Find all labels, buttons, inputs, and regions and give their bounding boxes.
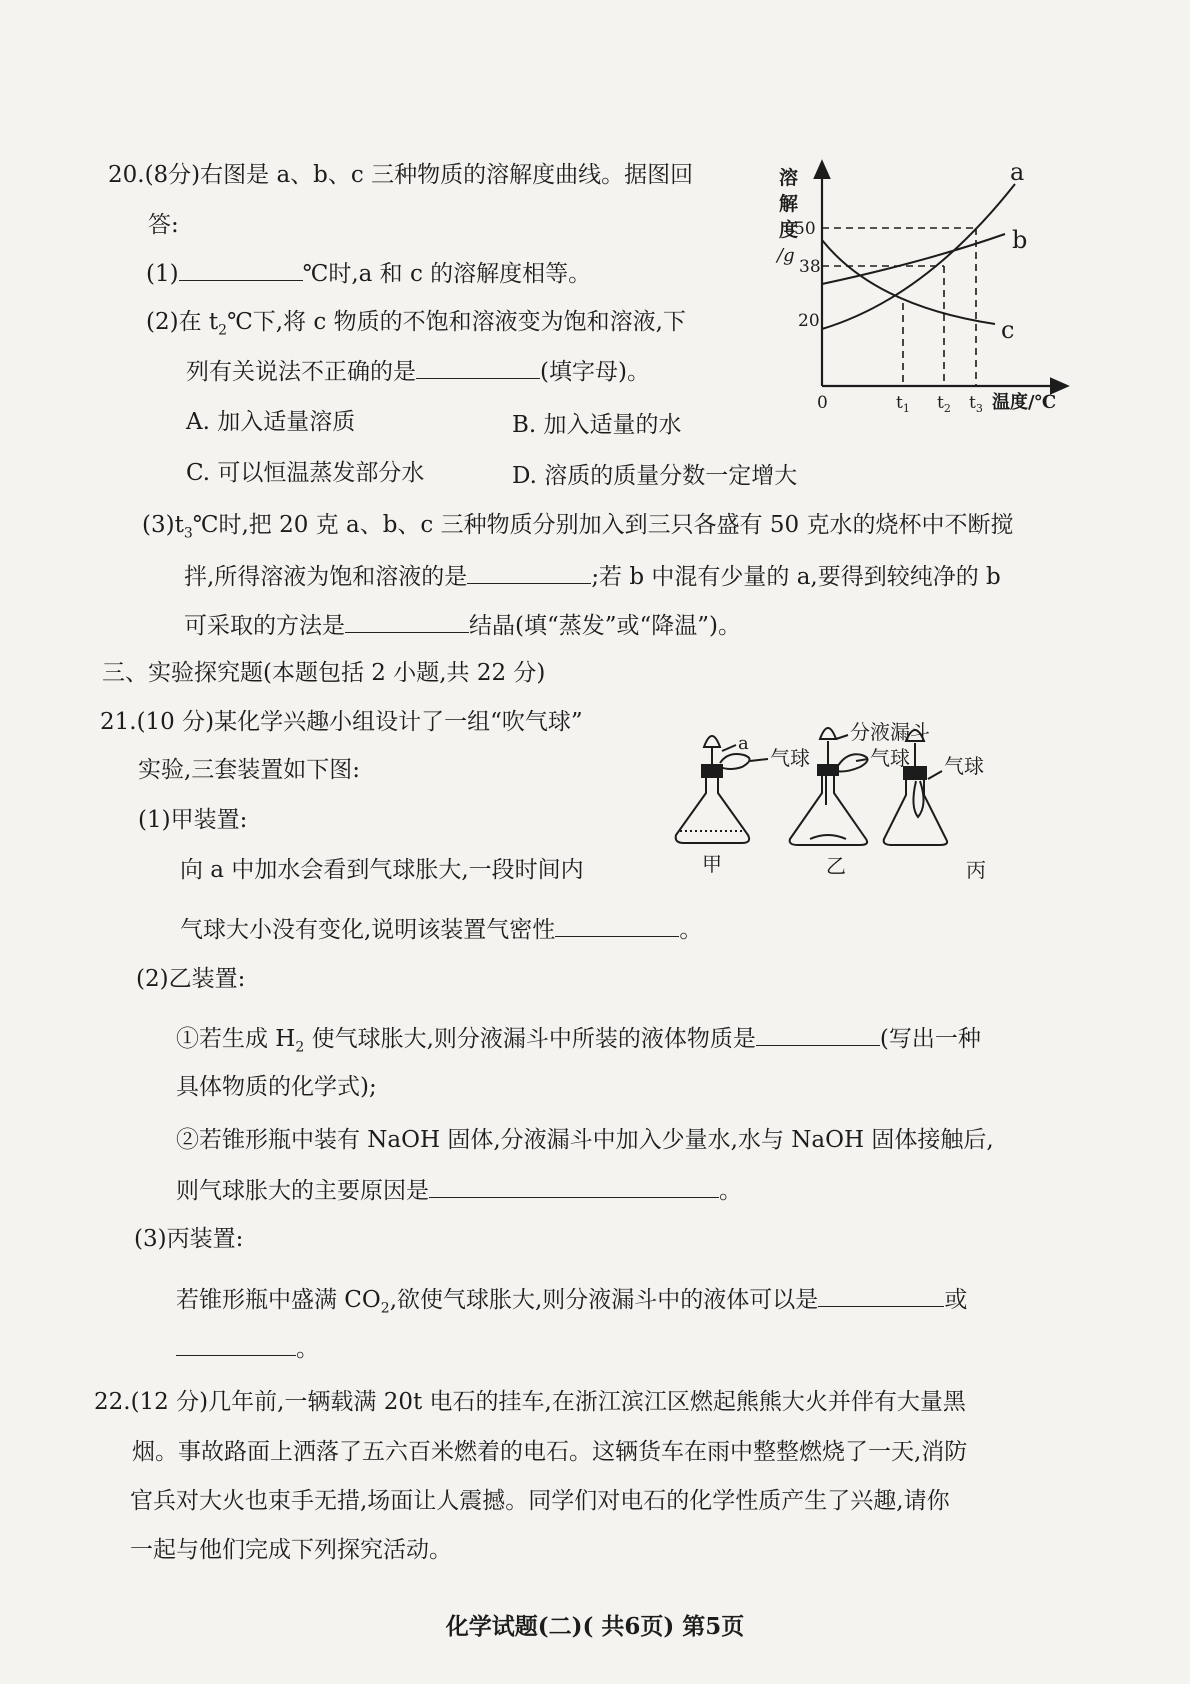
q21-p3-line2-suffix: 。 <box>296 1336 319 1362</box>
label-balloon-1: 气球 <box>770 746 810 770</box>
q21-p2-i-suffix: (写出一种 <box>879 1026 981 1052</box>
curve-c <box>822 240 995 324</box>
q20-p2-prefix: (2)在 t <box>146 309 219 335</box>
q20-p3-sub: 3 <box>183 525 193 542</box>
q20-option-a: A. 加入适量溶质 <box>186 409 356 435</box>
q20-p3-line2-suffix: ;若 b 中混有少量的 a,要得到较纯净的 b <box>591 564 1001 590</box>
label-jia: 甲 <box>702 852 722 876</box>
q21-p3-line1-suffix: 或 <box>944 1287 968 1313</box>
q20-part1 <box>146 258 591 289</box>
q21-p3-title: (3)丙装置: <box>134 1226 244 1252</box>
leader-funnel <box>836 735 848 739</box>
q20-p1-suffix: ℃时,a 和 c 的溶解度相等。 <box>302 261 592 287</box>
q20-p3-line1-text: ℃时,把 20 克 a、b、c 三种物质分别加入到三只各盛有 50 克水的烧杯中不断搅 <box>192 512 1014 538</box>
q20-p2-sub: 2 <box>218 322 228 339</box>
answer-blank-q21-2a[interactable] <box>756 1023 880 1046</box>
leader-balloon-1 <box>750 759 768 761</box>
q21-p2-ii-line2 <box>176 1175 742 1206</box>
q21-p3-line1-sub: 2 <box>380 1300 390 1317</box>
q20-p1-prefix: (1) <box>146 261 179 287</box>
q21-p2-i-line1 <box>176 1023 981 1063</box>
origin-label: 0 <box>817 393 828 413</box>
x-tick-t3: $t_3$ <box>969 393 983 415</box>
q21-p3-line1-mid: ,欲使气球胀大,则分液漏斗中的液体可以是 <box>389 1287 819 1313</box>
q20-stem-line1: 20.(8分)右图是 a、b、c 三种物质的溶解度曲线。据图回 <box>108 162 694 188</box>
q21-p2-ii-line2-suffix: 。 <box>719 1178 742 1204</box>
q21-p1-line2 <box>180 914 702 945</box>
q20-option-c: C. 可以恒温蒸发部分水 <box>186 460 425 486</box>
y-tick-20: 20 <box>798 311 820 331</box>
q21-p1-line2-prefix: 气球大小没有变化,说明该装置气密性 <box>180 917 556 943</box>
ylabel-char-2: 解 <box>779 193 799 215</box>
q21-p1-line1: 向 a 中加水会看到气球胀大,一段时间内 <box>180 857 584 883</box>
q22-line4: 一起与他们完成下列探究活动。 <box>130 1537 452 1563</box>
q20-part3-line2 <box>184 561 1001 592</box>
q20-option-b: B. 加入适量的水 <box>512 412 682 438</box>
label-funnel: 分液漏斗 <box>850 720 930 744</box>
q21-p2-ii-line1: ②若锥形瓶中装有 NaOH 固体,分液漏斗中加入少量水,水与 NaOH 固体接触后, <box>176 1127 994 1153</box>
ylabel-char-4: /g <box>777 245 795 266</box>
answer-blank-q21-3a[interactable] <box>818 1284 944 1307</box>
q20-p3-prefix: (3)t <box>142 512 184 538</box>
y-tick-38: 38 <box>799 257 821 277</box>
answer-blank-q20-3b[interactable] <box>345 610 469 633</box>
x-axis-label: 温度/℃ <box>992 392 1057 413</box>
q20-p2-suffix: ℃下,将 c 物质的不饱和溶液变为饱和溶液,下 <box>227 309 686 335</box>
page-footer: 化学试题(二)( 共6页) 第5页 <box>445 1613 745 1640</box>
q20-option-d: D. 溶质的质量分数一定增大 <box>512 463 798 489</box>
q20-part2-line1 <box>146 307 686 346</box>
answer-blank-q20-2[interactable] <box>416 356 540 379</box>
leader-balloon-2 <box>856 759 868 761</box>
q22-line1: 22.(12 分)几年前,一辆载满 20t 电石的挂车,在浙江滨江区燃起熊熊大火并伴有大量黑 <box>94 1389 966 1415</box>
answer-blank-q21-3b[interactable] <box>176 1333 296 1356</box>
q21-p2-i-line2: 具体物质的化学式); <box>176 1074 377 1100</box>
label-a: a <box>738 733 749 754</box>
q20-p2-line2-suffix: (填字母)。 <box>540 359 650 385</box>
q21-p2-ii-line2-prefix: 则气球胀大的主要原因是 <box>176 1178 429 1204</box>
answer-blank-q21-1[interactable] <box>555 914 679 937</box>
q20-p2-line2-prefix: 列有关说法不正确的是 <box>186 359 416 385</box>
q20-part3-line1 <box>142 510 1014 549</box>
q21-stem-line1: 21.(10 分)某化学兴趣小组设计了一组“吹气球” <box>100 709 583 735</box>
q21-p1-line2-suffix: 。 <box>679 917 703 943</box>
apparatus-figure <box>670 715 1080 890</box>
label-balloon-3: 气球 <box>944 754 984 778</box>
label-yi: 乙 <box>826 854 846 878</box>
curve-a <box>822 184 1015 329</box>
ylabel-char-1: 溶 <box>779 167 799 189</box>
q21-p3-line2 <box>176 1333 319 1364</box>
q21-p2-i-sub: 2 <box>295 1039 305 1056</box>
leader-balloon-3 <box>928 771 942 779</box>
x-tick-t1: $t_1$ <box>896 393 910 415</box>
q20-p3-line3-prefix: 可采取的方法是 <box>184 613 345 639</box>
q21-p2-title: (2)乙装置: <box>136 966 246 992</box>
q21-p3-line1 <box>176 1284 967 1324</box>
q20-part2-line2 <box>186 356 650 387</box>
q21-p3-line1-prefix: 若锥形瓶中盛满 CO <box>176 1287 381 1313</box>
q22-line2: 烟。事故路面上洒落了五六百米燃着的电石。这辆货车在雨中整整燃烧了一天,消防 <box>132 1439 968 1465</box>
q20-part3-line3 <box>184 610 741 641</box>
q21-stem-line2: 实验,三套装置如下图: <box>138 757 361 783</box>
label-bing: 丙 <box>966 858 986 882</box>
series-label-c: c <box>1001 316 1015 344</box>
section3-heading: 三、实验探究题(本题包括 2 小题,共 22 分) <box>102 660 546 686</box>
q21-p1-title: (1)甲装置: <box>138 807 248 833</box>
answer-blank-q21-2b[interactable] <box>429 1175 719 1198</box>
series-label-b: b <box>1012 226 1028 254</box>
answer-blank-q20-3a[interactable] <box>467 561 591 584</box>
label-balloon-2: 气球 <box>870 746 910 770</box>
q20-p3-line2-prefix: 拌,所得溶液为饱和溶液的是 <box>184 564 468 590</box>
answer-blank-q20-1[interactable] <box>179 258 303 281</box>
q20-p3-line3-suffix: 结晶(填“蒸发”或“降温”)。 <box>469 613 741 639</box>
q22-line3: 官兵对大火也束手无措,场面让人震撼。同学们对电石的化学性质产生了兴趣,请你 <box>130 1488 950 1514</box>
q21-p2-i-mid: 使气球胀大,则分液漏斗中所装的液体物质是 <box>304 1026 756 1052</box>
ylabel-char-3: 度 <box>779 219 799 241</box>
curve-b <box>822 234 1005 284</box>
x-tick-t2: $t_2$ <box>937 393 951 415</box>
q20-stem-line2: 答: <box>148 212 179 238</box>
y-tick-50: 50 <box>794 219 816 239</box>
leader-a <box>722 745 736 751</box>
q21-p2-i-prefix: ①若生成 H <box>176 1026 296 1052</box>
solubility-chart <box>775 158 1075 420</box>
series-label-a: a <box>1010 158 1025 186</box>
